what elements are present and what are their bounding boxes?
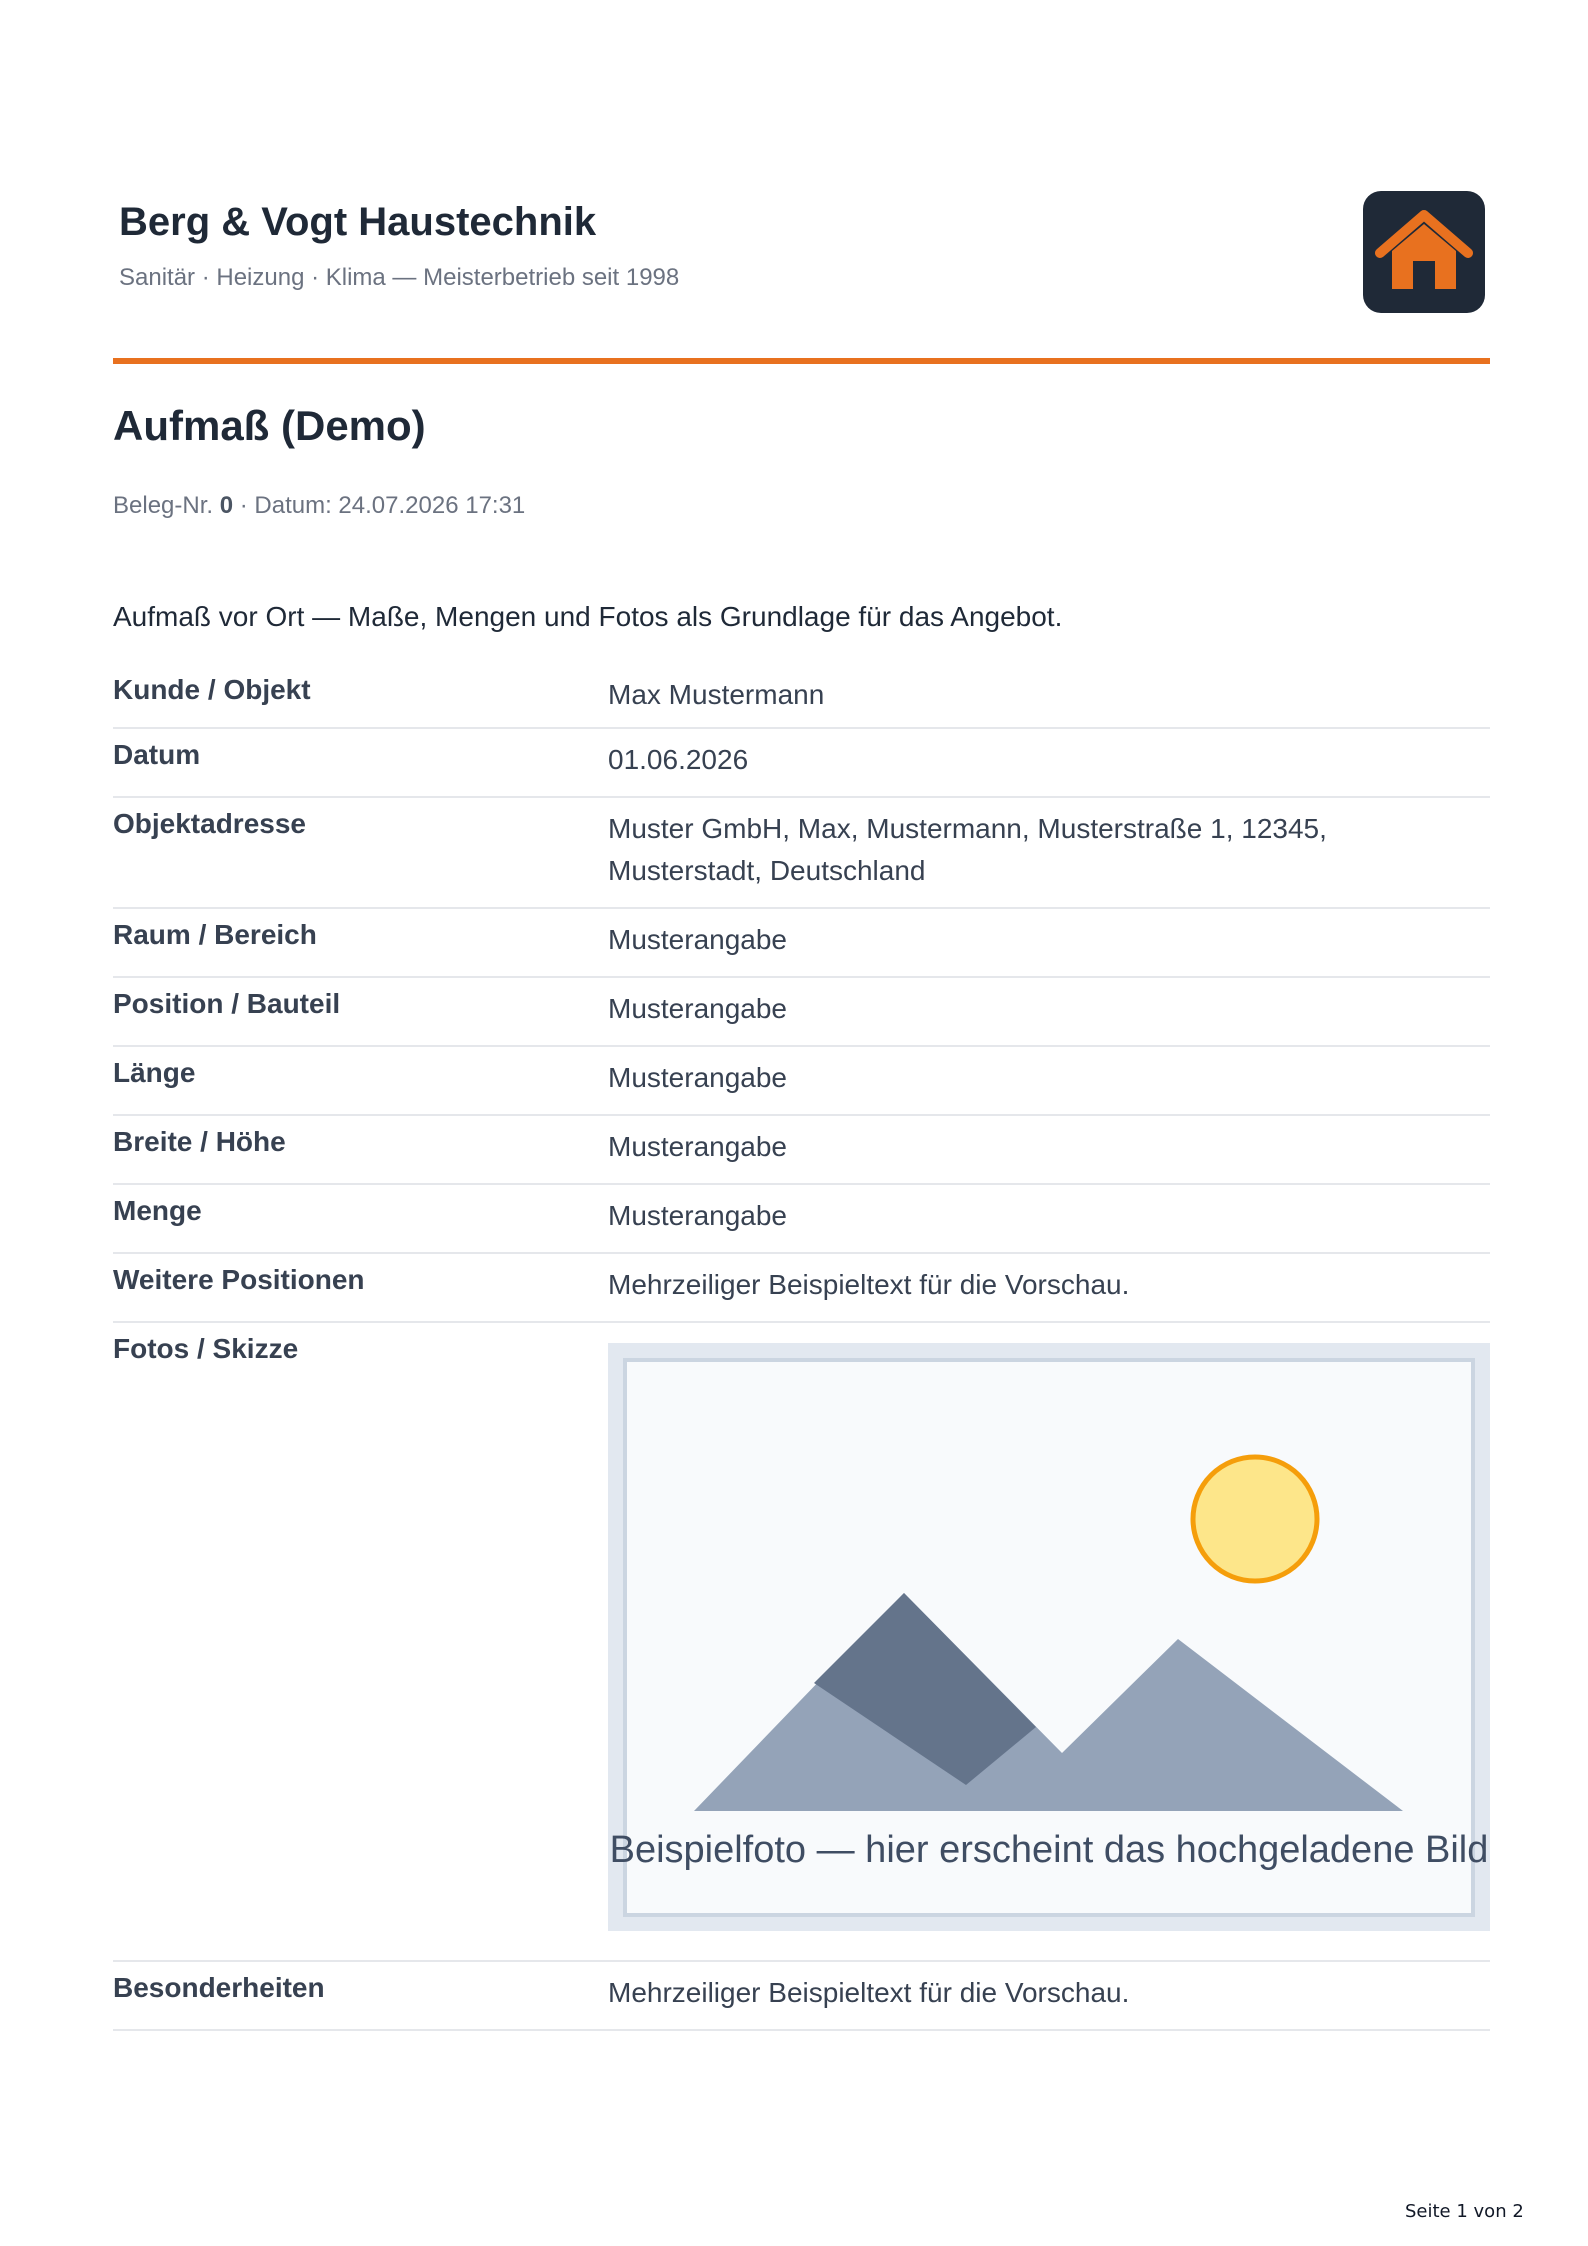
company-tagline: Sanitär · Heizung · Klima — Meisterbetrieb seit 1998	[119, 264, 680, 291]
field-row-breite	[113, 1116, 1490, 1185]
field-label: Länge	[113, 1057, 196, 1088]
intro-text: Aufmaß vor Ort — Maße, Mengen und Fotos als Grundlage für das Angebot.	[113, 601, 1063, 632]
field-row-objektadresse	[113, 798, 1490, 909]
field-value: Musterangabe	[608, 1131, 788, 1162]
document-meta	[113, 492, 525, 520]
field-row-raum	[113, 909, 1490, 978]
field-label: Position / Bauteil	[113, 988, 341, 1019]
field-row-weitere	[113, 1254, 1490, 1323]
field-row-kunde	[113, 664, 1490, 729]
letterhead	[113, 190, 1490, 320]
field-label: Menge	[113, 1195, 202, 1226]
field-row-menge	[113, 1185, 1490, 1254]
field-label: Weitere Positionen	[113, 1264, 365, 1295]
field-value: Musterangabe	[608, 1200, 788, 1231]
accent-divider	[113, 358, 1490, 364]
company-name: Berg & Vogt Haustechnik	[119, 200, 597, 244]
field-label: Besonderheiten	[113, 1972, 325, 2003]
field-value: Muster GmbH, Max, Mustermann, Musterstraße 1, 12345, Musterstadt, Deutschland	[608, 813, 1327, 886]
field-value: Musterangabe	[608, 993, 788, 1024]
field-value: Musterangabe	[608, 924, 788, 955]
document-date: · Datum: 24.07.2026 17:31	[239, 492, 526, 519]
beleg-number: 0	[219, 492, 234, 519]
house-icon	[1363, 191, 1485, 313]
beleg-label: Beleg-Nr.	[113, 492, 214, 519]
field-value: Musterangabe	[608, 1062, 788, 1093]
field-table	[113, 664, 1490, 2031]
field-label: Raum / Bereich	[113, 919, 317, 950]
field-row-fotos	[113, 1323, 1490, 1962]
field-value: Max Mustermann	[608, 679, 825, 710]
field-label: Fotos / Skizze	[113, 1333, 299, 1364]
field-label: Kunde / Objekt	[113, 674, 311, 705]
field-row-besonderheiten	[113, 1962, 1490, 2031]
field-row-datum	[113, 729, 1490, 798]
page-number: Seite 1 von 2	[1405, 2201, 1524, 2222]
field-label: Breite / Höhe	[113, 1126, 286, 1157]
field-value: Mehrzeiliger Beispieltext für die Vorschau.	[608, 1269, 1130, 1300]
field-value: 01.06.2026	[608, 744, 749, 775]
field-label: Datum	[113, 739, 201, 770]
field-row-position	[113, 978, 1490, 1047]
field-row-laenge	[113, 1047, 1490, 1116]
photo-caption: Beispielfoto — hier erscheint das hochgeladene Bild	[609, 1829, 1489, 1871]
photo-placeholder	[608, 1343, 1490, 1931]
company-logo	[1363, 191, 1485, 313]
document-title: Aufmaß (Demo)	[113, 402, 426, 449]
field-value: Mehrzeiliger Beispieltext für die Vorschau.	[608, 1977, 1130, 2008]
field-label: Objektadresse	[113, 808, 306, 839]
